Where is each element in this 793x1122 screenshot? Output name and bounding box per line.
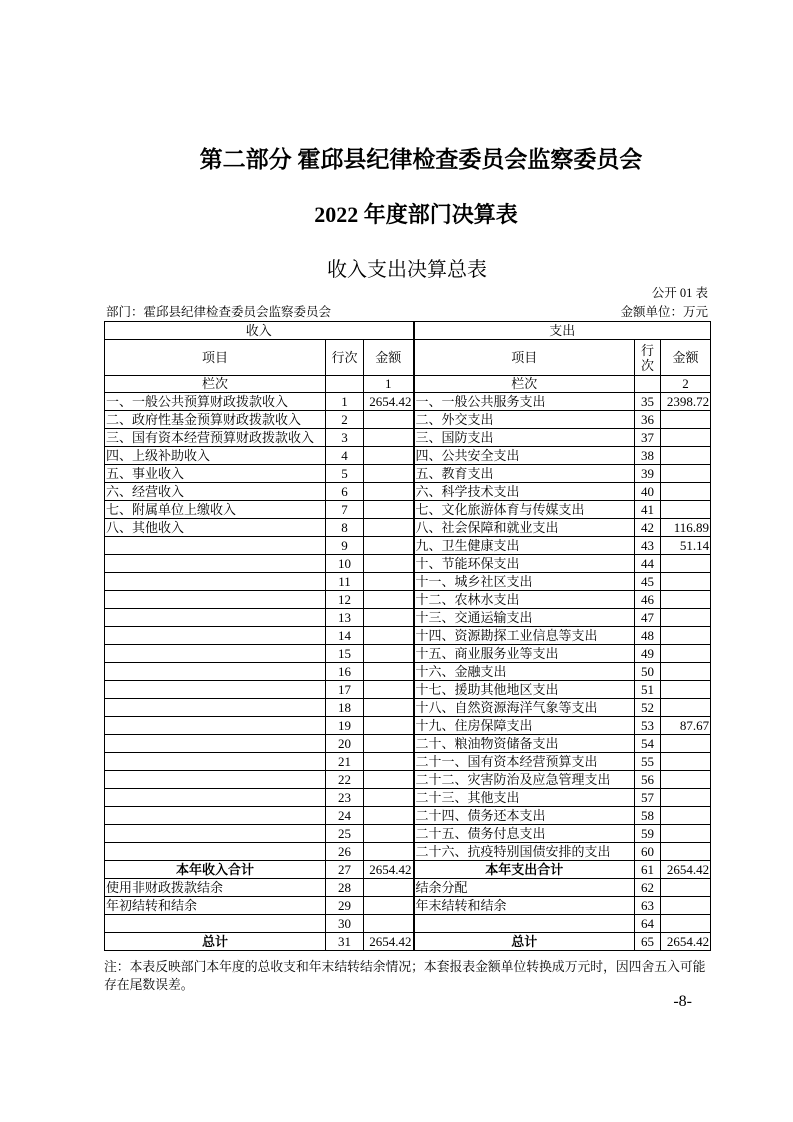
expense-item-cell: 二十二、灾害防治及应急管理支出 — [414, 771, 635, 789]
income-line-no-cell: 31 — [326, 933, 364, 951]
amount-unit-label: 金额单位：万元 — [620, 305, 708, 319]
expense-line-no-cell: 59 — [635, 825, 661, 843]
expense-amount-cell — [661, 699, 711, 717]
income-item-cell: 八、其他收入 — [105, 519, 326, 537]
income-amount-col-header: 金额 — [364, 340, 414, 376]
expense-item-cell: 八、社会保障和就业支出 — [414, 519, 635, 537]
income-amount-cell — [364, 753, 414, 771]
table-row — [105, 879, 711, 897]
income-line-no-cell: 13 — [326, 609, 364, 627]
income-amount-cell — [364, 573, 414, 591]
expense-line-no-cell: 56 — [635, 771, 661, 789]
income-item-cell: 年初结转和结余 — [105, 897, 326, 915]
expense-item-cell: 十一、城乡社区支出 — [414, 573, 635, 591]
table-row — [105, 861, 711, 879]
income-legend-line-no — [326, 376, 364, 393]
income-line-no-cell: 28 — [326, 879, 364, 897]
income-line-no-cell: 4 — [326, 447, 364, 465]
income-item-cell: 使用非财政拨款结余 — [105, 879, 326, 897]
expense-item-cell: 十七、援助其他地区支出 — [414, 681, 635, 699]
income-item-cell: 总计 — [105, 933, 326, 951]
table-row — [105, 519, 711, 537]
income-amount-cell — [364, 501, 414, 519]
expense-amount-cell — [661, 591, 711, 609]
footnote: 注：本表反映部门本年度的总收支和年末结转结余情况；本套报表金额单位转换成万元时，因四舍五入可能存在尾数误差。 — [104, 960, 706, 992]
income-item-cell — [105, 555, 326, 573]
income-item-cell: 本年收入合计 — [105, 861, 326, 879]
income-amount-cell — [364, 825, 414, 843]
income-amount-cell — [364, 591, 414, 609]
page-subtitle: 2022 年度部门决算表 — [314, 202, 518, 227]
expense-item-cell: 一、一般公共服务支出 — [414, 393, 635, 411]
table-row — [105, 555, 711, 573]
expense-amount-cell — [661, 645, 711, 663]
department-label: 部门：霍邱县纪律检查委员会监察委员会 — [106, 305, 332, 319]
expense-item-cell: 十二、农林水支出 — [414, 591, 635, 609]
income-line-no-cell: 20 — [326, 735, 364, 753]
expense-line-no-cell: 57 — [635, 789, 661, 807]
expense-amount-cell — [661, 663, 711, 681]
income-item-cell — [105, 735, 326, 753]
table-row — [105, 753, 711, 771]
expense-item-cell: 七、文化旅游体育与传媒支出 — [414, 501, 635, 519]
income-item-col-header: 项目 — [105, 340, 326, 376]
expense-item-cell: 二十、粮油物资储备支出 — [414, 735, 635, 753]
expense-item-cell: 六、科学技术支出 — [414, 483, 635, 501]
income-line-no-cell: 15 — [326, 645, 364, 663]
expense-item-cell: 四、公共安全支出 — [414, 447, 635, 465]
expense-line-no-cell: 51 — [635, 681, 661, 699]
expense-item-cell: 二十一、国有资本经营预算支出 — [414, 753, 635, 771]
income-line-no-cell: 2 — [326, 411, 364, 429]
expense-line-no-cell: 44 — [635, 555, 661, 573]
table-row — [105, 465, 711, 483]
income-line-no-cell: 14 — [326, 627, 364, 645]
income-amount-cell — [364, 789, 414, 807]
table-body — [105, 393, 711, 951]
table-title: 收入支出决算总表 — [327, 259, 487, 281]
income-amount-cell — [364, 519, 414, 537]
section-header-row — [105, 322, 711, 340]
expense-section-header: 支出 — [414, 322, 711, 340]
expense-amount-cell — [661, 573, 711, 591]
form-code: 公开 01 表 — [651, 286, 708, 300]
expense-legend-line-no — [635, 376, 661, 393]
expense-amount-cell: 51.14 — [661, 537, 711, 555]
expense-amount-cell: 87.67 — [661, 717, 711, 735]
income-line-no-cell: 26 — [326, 843, 364, 861]
income-line-no-cell: 23 — [326, 789, 364, 807]
income-item-cell — [105, 753, 326, 771]
expense-amount-col-header: 金额 — [661, 340, 711, 376]
expense-amount-cell — [661, 789, 711, 807]
expense-item-cell: 十六、金融支出 — [414, 663, 635, 681]
table-row — [105, 771, 711, 789]
expense-item-cell — [414, 915, 635, 933]
expense-amount-cell — [661, 465, 711, 483]
expense-legend-label: 栏次 — [414, 376, 635, 393]
table-row — [105, 393, 711, 411]
expense-amount-cell — [661, 483, 711, 501]
income-line-no-cell: 7 — [326, 501, 364, 519]
table-row — [105, 411, 711, 429]
income-expense-statement-table — [104, 321, 711, 951]
table-row — [105, 807, 711, 825]
income-amount-cell — [364, 411, 414, 429]
income-item-cell — [105, 789, 326, 807]
income-line-no-col-header: 行次 — [326, 340, 364, 376]
expense-amount-cell — [661, 411, 711, 429]
income-item-cell — [105, 717, 326, 735]
expense-item-cell: 结余分配 — [414, 879, 635, 897]
expense-amount-cell — [661, 771, 711, 789]
expense-amount-cell — [661, 429, 711, 447]
expense-line-no-cell: 40 — [635, 483, 661, 501]
income-item-cell: 七、附属单位上缴收入 — [105, 501, 326, 519]
income-line-no-cell: 19 — [326, 717, 364, 735]
expense-line-no-cell: 46 — [635, 591, 661, 609]
expense-line-no-cell: 37 — [635, 429, 661, 447]
expense-amount-cell — [661, 825, 711, 843]
table-row — [105, 897, 711, 915]
income-item-cell — [105, 843, 326, 861]
expense-line-no-cell: 54 — [635, 735, 661, 753]
income-line-no-cell: 9 — [326, 537, 364, 555]
expense-line-no-cell: 42 — [635, 519, 661, 537]
expense-line-no-cell: 64 — [635, 915, 661, 933]
table-row — [105, 645, 711, 663]
expense-amount-cell — [661, 807, 711, 825]
expense-line-no-cell: 39 — [635, 465, 661, 483]
income-item-cell: 五、事业收入 — [105, 465, 326, 483]
expense-line-no-cell: 47 — [635, 609, 661, 627]
income-line-no-cell: 16 — [326, 663, 364, 681]
expense-line-no-cell: 62 — [635, 879, 661, 897]
table-row — [105, 447, 711, 465]
expense-line-no-cell: 38 — [635, 447, 661, 465]
table-row — [105, 699, 711, 717]
expense-item-cell: 二、外交支出 — [414, 411, 635, 429]
income-item-cell — [105, 591, 326, 609]
expense-item-cell: 本年支出合计 — [414, 861, 635, 879]
expense-amount-cell — [661, 753, 711, 771]
income-line-no-cell: 10 — [326, 555, 364, 573]
income-amount-cell — [364, 645, 414, 663]
expense-amount-cell: 2654.42 — [661, 933, 711, 951]
income-item-cell — [105, 573, 326, 591]
table-row — [105, 429, 711, 447]
income-amount-cell — [364, 681, 414, 699]
expense-line-no-cell: 50 — [635, 663, 661, 681]
income-line-no-cell: 22 — [326, 771, 364, 789]
table-row — [105, 591, 711, 609]
expense-amount-cell: 2654.42 — [661, 861, 711, 879]
expense-item-cell: 年末结转和结余 — [414, 897, 635, 915]
expense-line-no-cell: 65 — [635, 933, 661, 951]
income-item-cell — [105, 627, 326, 645]
income-amount-cell — [364, 771, 414, 789]
expense-item-cell: 十三、交通运输支出 — [414, 609, 635, 627]
income-amount-cell — [364, 897, 414, 915]
expense-amount-cell — [661, 681, 711, 699]
expense-item-cell: 五、教育支出 — [414, 465, 635, 483]
income-amount-cell: 2654.42 — [364, 933, 414, 951]
expense-line-no-cell: 63 — [635, 897, 661, 915]
income-line-no-cell: 8 — [326, 519, 364, 537]
income-amount-cell — [364, 915, 414, 933]
expense-line-no-cell: 58 — [635, 807, 661, 825]
expense-line-no-cell: 53 — [635, 717, 661, 735]
income-line-no-cell: 27 — [326, 861, 364, 879]
expense-item-cell: 二十三、其他支出 — [414, 789, 635, 807]
income-amount-cell — [364, 429, 414, 447]
income-item-cell — [105, 915, 326, 933]
expense-item-cell: 十八、自然资源海洋气象等支出 — [414, 699, 635, 717]
income-item-cell — [105, 771, 326, 789]
table-row — [105, 627, 711, 645]
expense-item-cell: 十四、资源勘探工业信息等支出 — [414, 627, 635, 645]
page-title: 第二部分 霍邱县纪律检查委员会监察委员会 — [199, 147, 643, 172]
income-amount-cell: 2654.42 — [364, 393, 414, 411]
expense-amount-cell: 2398.72 — [661, 393, 711, 411]
income-amount-cell — [364, 627, 414, 645]
income-line-no-cell: 17 — [326, 681, 364, 699]
income-amount-cell — [364, 879, 414, 897]
income-item-cell: 四、上级补助收入 — [105, 447, 326, 465]
income-line-no-cell: 11 — [326, 573, 364, 591]
expense-item-cell: 总计 — [414, 933, 635, 951]
expense-item-cell: 十、节能环保支出 — [414, 555, 635, 573]
income-item-cell: 三、国有资本经营预算财政拨款收入 — [105, 429, 326, 447]
income-line-no-cell: 30 — [326, 915, 364, 933]
income-line-no-cell: 3 — [326, 429, 364, 447]
table-row — [105, 609, 711, 627]
income-line-no-cell: 21 — [326, 753, 364, 771]
expense-line-no-cell: 49 — [635, 645, 661, 663]
expense-line-no-cell: 45 — [635, 573, 661, 591]
income-line-no-cell: 1 — [326, 393, 364, 411]
expense-amount-cell: 116.89 — [661, 519, 711, 537]
income-item-cell: 二、政府性基金预算财政拨款收入 — [105, 411, 326, 429]
expense-line-no-cell: 60 — [635, 843, 661, 861]
expense-line-no-cell: 35 — [635, 393, 661, 411]
income-amount-cell — [364, 555, 414, 573]
expense-line-no-cell: 52 — [635, 699, 661, 717]
income-amount-cell — [364, 663, 414, 681]
expense-amount-cell — [661, 879, 711, 897]
expense-line-no-cell: 41 — [635, 501, 661, 519]
income-item-cell — [105, 609, 326, 627]
expense-amount-cell — [661, 735, 711, 753]
expense-legend-amount-col-no: 2 — [661, 376, 711, 393]
expense-amount-cell — [661, 915, 711, 933]
column-number-row — [105, 376, 711, 393]
expense-item-cell: 二十六、抗疫特别国债安排的支出 — [414, 843, 635, 861]
income-item-cell — [105, 699, 326, 717]
income-amount-cell — [364, 735, 414, 753]
expense-amount-cell — [661, 627, 711, 645]
income-line-no-cell: 6 — [326, 483, 364, 501]
income-legend-amount-col-no: 1 — [364, 376, 414, 393]
income-section-header: 收入 — [105, 322, 414, 340]
table-row — [105, 717, 711, 735]
income-item-cell — [105, 681, 326, 699]
table-row — [105, 681, 711, 699]
income-amount-cell — [364, 699, 414, 717]
income-amount-cell — [364, 447, 414, 465]
expense-item-cell: 二十四、债务还本支出 — [414, 807, 635, 825]
income-item-cell: 六、经营收入 — [105, 483, 326, 501]
expense-amount-cell — [661, 897, 711, 915]
income-item-cell — [105, 825, 326, 843]
income-line-no-cell: 24 — [326, 807, 364, 825]
income-amount-cell — [364, 609, 414, 627]
income-legend-label: 栏次 — [105, 376, 326, 393]
expense-amount-cell — [661, 501, 711, 519]
income-amount-cell — [364, 807, 414, 825]
table-row — [105, 789, 711, 807]
income-item-cell — [105, 537, 326, 555]
table-row — [105, 825, 711, 843]
expense-line-no-col-header: 行次 — [635, 340, 661, 376]
income-item-cell — [105, 663, 326, 681]
expense-line-no-cell: 55 — [635, 753, 661, 771]
income-amount-cell — [364, 537, 414, 555]
expense-item-cell: 十九、住房保障支出 — [414, 717, 635, 735]
table-row — [105, 537, 711, 555]
income-line-no-cell: 5 — [326, 465, 364, 483]
table-row — [105, 843, 711, 861]
expense-line-no-cell: 61 — [635, 861, 661, 879]
expense-item-cell: 二十五、债务付息支出 — [414, 825, 635, 843]
expense-item-cell: 九、卫生健康支出 — [414, 537, 635, 555]
table-row — [105, 915, 711, 933]
income-item-cell — [105, 807, 326, 825]
page-number: -8- — [673, 993, 692, 1010]
income-item-cell — [105, 645, 326, 663]
expense-item-cell: 十五、商业服务业等支出 — [414, 645, 635, 663]
table-row — [105, 735, 711, 753]
expense-amount-cell — [661, 843, 711, 861]
table-row — [105, 663, 711, 681]
table-row — [105, 933, 711, 951]
expense-amount-cell — [661, 555, 711, 573]
income-amount-cell — [364, 717, 414, 735]
table-row — [105, 483, 711, 501]
income-amount-cell — [364, 843, 414, 861]
income-line-no-cell: 29 — [326, 897, 364, 915]
income-amount-cell — [364, 483, 414, 501]
expense-line-no-cell: 48 — [635, 627, 661, 645]
income-item-cell: 一、一般公共预算财政拨款收入 — [105, 393, 326, 411]
column-header-row — [105, 340, 711, 376]
expense-line-no-cell: 43 — [635, 537, 661, 555]
expense-line-no-cell: 36 — [635, 411, 661, 429]
income-line-no-cell: 25 — [326, 825, 364, 843]
expense-item-cell: 三、国防支出 — [414, 429, 635, 447]
table-row — [105, 573, 711, 591]
income-amount-cell — [364, 465, 414, 483]
expense-amount-cell — [661, 609, 711, 627]
income-amount-cell: 2654.42 — [364, 861, 414, 879]
income-line-no-cell: 12 — [326, 591, 364, 609]
expense-amount-cell — [661, 447, 711, 465]
table-row — [105, 501, 711, 519]
income-line-no-cell: 18 — [326, 699, 364, 717]
expense-item-col-header: 项目 — [414, 340, 635, 376]
